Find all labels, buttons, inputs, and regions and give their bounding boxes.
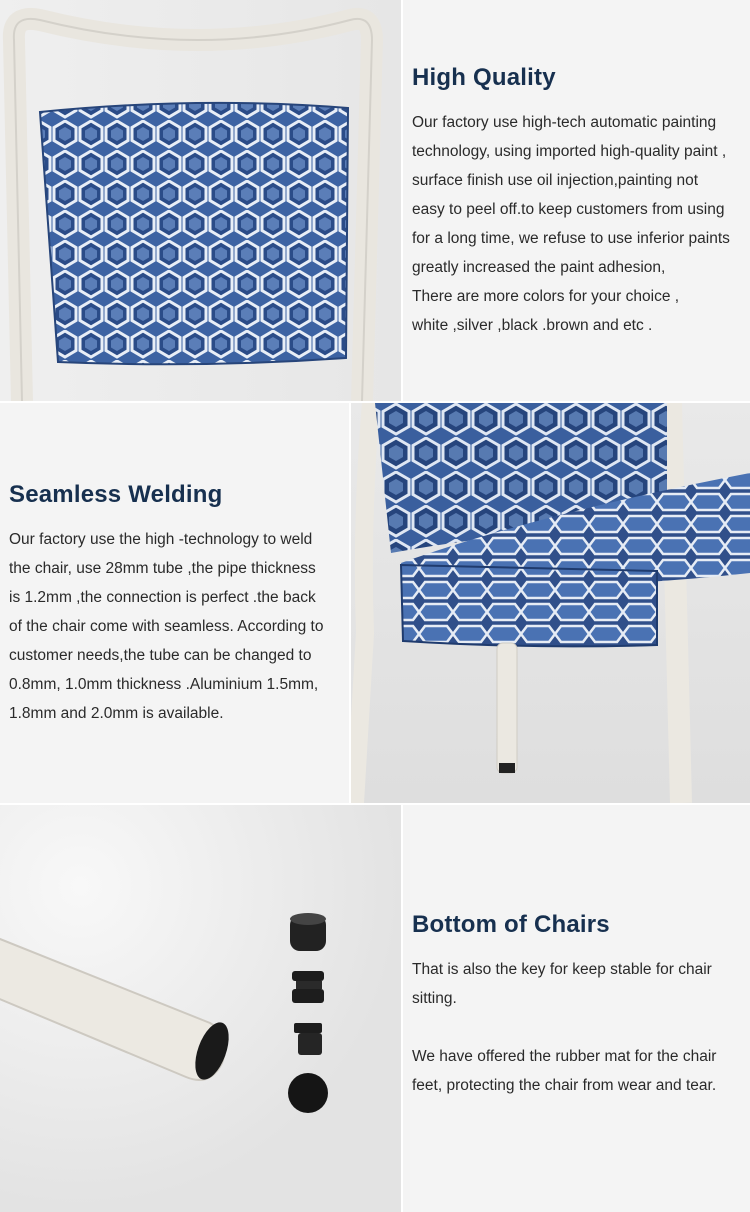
text-line: There are more colors for your choice ,	[412, 288, 680, 305]
text-line: Our factory use high-tech automatic painting	[412, 114, 717, 131]
text-line: We have offered the rubber mat for the chair	[412, 1048, 717, 1065]
chair-backrest-photo	[0, 0, 401, 401]
high-quality-description	[412, 108, 750, 340]
text-line: is 1.2mm ,the connection is perfect .the back	[9, 589, 316, 606]
rubber-cap-round	[290, 913, 326, 951]
text-line: 1.8mm and 2.0mm is available.	[9, 705, 224, 722]
text-line: white ,silver ,black .brown and etc .	[412, 317, 653, 334]
seamless-welding-section	[0, 403, 349, 803]
high-quality-section	[403, 0, 750, 401]
text-line: feet, protecting the chair from wear and tear.	[412, 1077, 717, 1094]
text-line: for a long time, we refuse to use inferior paints	[412, 230, 730, 247]
text-line: the chair, use 28mm tube ,the pipe thickness	[9, 560, 316, 577]
text-line: 0.8mm, 1.0mm thickness .Aluminium 1.5mm,	[9, 676, 319, 693]
rubber-cap-disc	[288, 1073, 328, 1113]
rubber-cap-ribbed	[292, 971, 324, 1003]
chair-seat-welding-photo	[351, 403, 750, 803]
text-line: Our factory use the high -technology to weld	[9, 531, 313, 548]
text-line: customer needs,the tube can be changed to	[9, 647, 312, 664]
high-quality-heading: High Quality	[412, 64, 556, 91]
text-line: easy to peel off.to keep customers from using	[412, 201, 725, 218]
bottom-of-chairs-section	[403, 805, 750, 1212]
bottom-of-chairs-heading: Bottom of Chairs	[412, 911, 610, 938]
text-line: technology, using imported high-quality paint ,	[412, 143, 727, 160]
text-line: sitting.	[412, 990, 457, 1007]
text-line: surface finish use oil injection,painting not	[412, 172, 699, 189]
text-line: That is also the key for keep stable for chair	[412, 961, 712, 978]
seamless-welding-heading: Seamless Welding	[9, 481, 223, 508]
seamless-welding-description	[9, 525, 349, 728]
text-line: greatly increased the paint adhesion,	[412, 259, 666, 276]
bottom-of-chairs-description-1	[412, 955, 750, 1013]
rubber-cap-insert	[294, 1023, 322, 1055]
chair-feet-photo	[0, 805, 401, 1212]
text-line: of the chair come with seamless. According to	[9, 618, 324, 635]
bottom-of-chairs-description-2	[412, 1042, 750, 1100]
